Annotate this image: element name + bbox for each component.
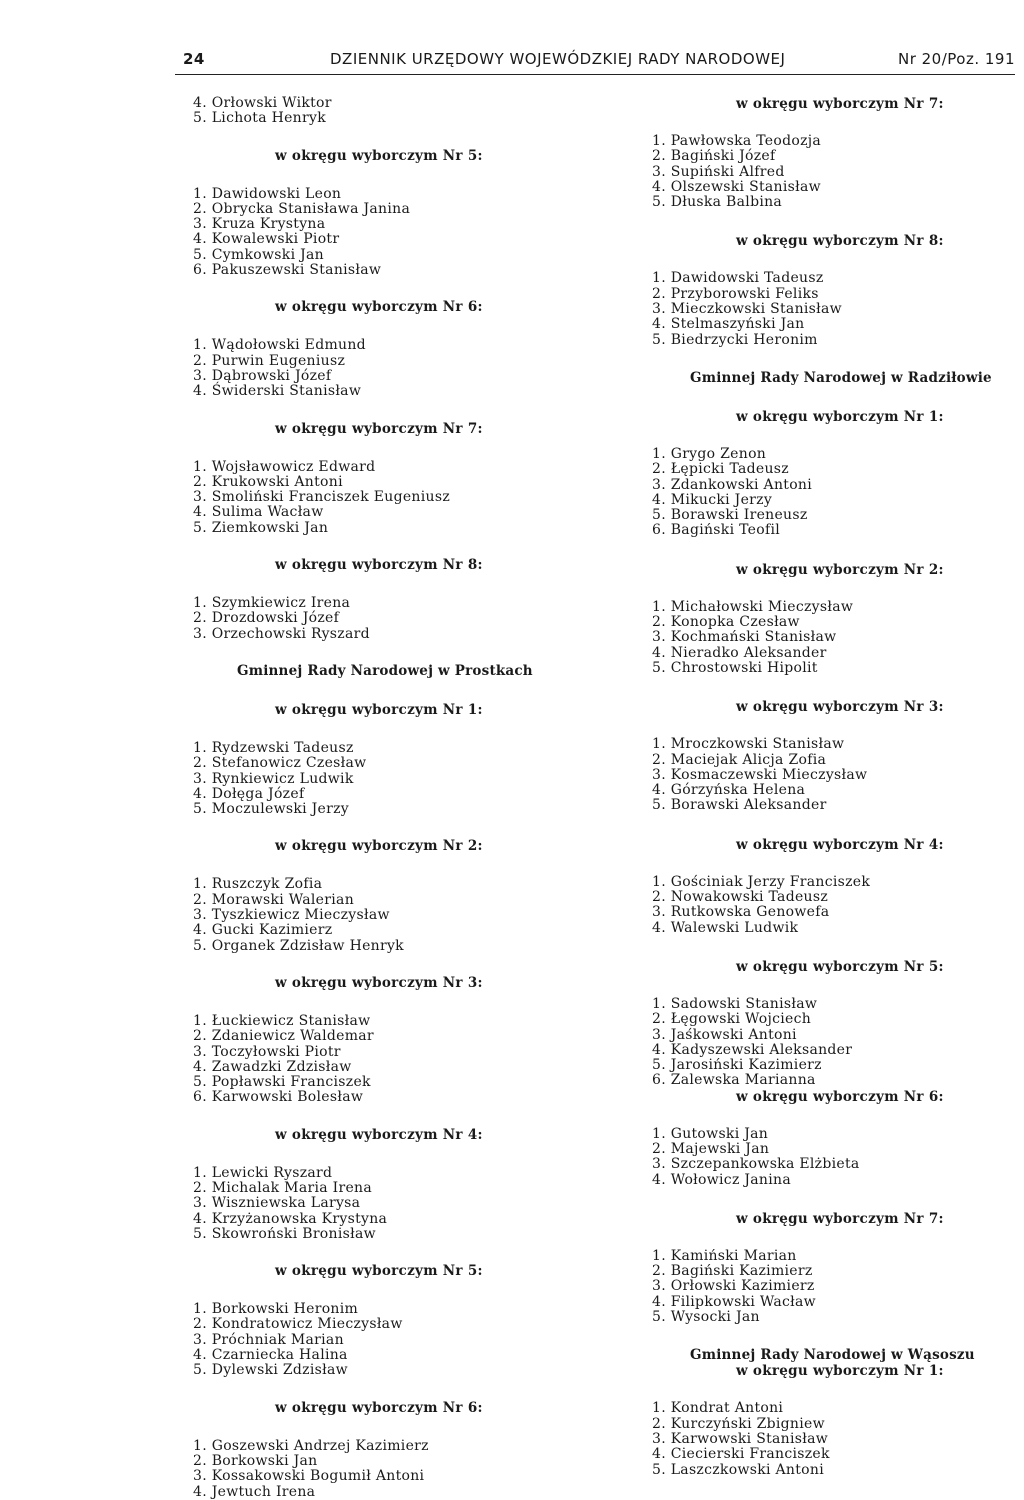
candidate-entry: 1. Gościniak Jerzy Franciszek	[652, 873, 871, 890]
right-column	[652, 96, 992, 1478]
candidate-entry: 6. Karwowski Bolesław	[193, 1089, 364, 1106]
candidate-entry: 4. Walewski Ludwik	[652, 919, 799, 936]
candidate-entry: 3. Tyszkiewicz Mieczysław	[193, 907, 390, 924]
district-heading: w okręgu wyborczym Nr 6:	[736, 1088, 944, 1105]
candidate-entry: 5. Dłuska Balbina	[652, 194, 783, 211]
candidate-entry: 1. Pawłowska Teodozja	[652, 133, 822, 149]
candidate-entry: 3. Jaśkowski Antoni	[652, 1026, 797, 1043]
left-column	[193, 96, 563, 1500]
candidate-entry: 3. Rutkowska Genowefa	[652, 904, 830, 921]
candidate-entry: 4. Stelmaszyński Jan	[652, 316, 805, 333]
candidate-entry: 3. Karwowski Stanisław	[652, 1430, 829, 1447]
candidate-entry: 1. Ruszczyk Zofia	[193, 876, 323, 893]
candidate-entry: 1. Łuckiewicz Stanisław	[193, 1012, 371, 1029]
candidate-list	[193, 96, 563, 127]
candidate-entry: 2. Obrycka Stanisława Janina	[193, 200, 411, 217]
candidate-entry: 2. Przyborowski Feliks	[652, 285, 819, 302]
district-heading: w okręgu wyborczym Nr 2:	[275, 838, 483, 855]
candidate-entry: 4. Mikucki Jerzy	[652, 491, 773, 508]
candidate-entry: 1. Mroczkowski Stanisław	[652, 736, 845, 753]
candidate-entry: 5. Popławski Franciszek	[193, 1074, 371, 1091]
candidate-entry: 3. Orłowski Kazimierz	[652, 1278, 815, 1295]
candidate-entry: 5. Organek Zdzisław Henryk	[193, 937, 404, 954]
candidate-entry: 4. Dołęga Józef	[193, 785, 305, 802]
council-heading: Gminnej Rady Narodowej w Radziłowie	[690, 369, 992, 386]
candidate-entry: 3. Wiszniewska Larysa	[193, 1195, 361, 1212]
candidate-entry: 4. Jewtuch Irena	[193, 1483, 316, 1500]
candidate-entry: 4. Czarniecka Halina	[193, 1347, 348, 1364]
candidate-entry: 5. Moczulewski Jerzy	[193, 801, 350, 818]
council-heading: Gminnej Rady Narodowej w Wąsoszu	[690, 1347, 975, 1364]
candidate-entry: 1. Rydzewski Tadeusz	[193, 739, 354, 756]
candidate-list	[652, 271, 992, 347]
district-heading: w okręgu wyborczym Nr 4:	[736, 836, 944, 853]
district-heading: w okręgu wyborczym Nr 7:	[736, 96, 944, 112]
candidate-list	[193, 1166, 563, 1242]
candidate-list	[652, 447, 992, 539]
district-heading: w okręgu wyborczym Nr 5:	[736, 958, 944, 975]
candidate-entry: 2. Michalak Maria Irena	[193, 1179, 373, 1196]
candidate-list	[652, 600, 992, 676]
candidate-entry: 2. Bagiński Józef	[652, 148, 776, 165]
candidate-entry: 2. Borkowski Jan	[193, 1452, 318, 1469]
candidate-entry: 4. Kadyszewski Aleksander	[652, 1041, 853, 1058]
candidate-entry: 3. Mieczkowski Stanisław	[652, 301, 842, 318]
district-heading: w okręgu wyborczym Nr 5:	[275, 147, 483, 164]
candidate-entry: 4. Zawadzki Zdzisław	[193, 1058, 352, 1075]
candidate-entry: 2. Łęgowski Wojciech	[652, 1011, 812, 1028]
candidate-entry: 2. Majewski Jan	[652, 1140, 770, 1157]
candidate-entry: 5. Ziemkowski Jan	[193, 519, 329, 536]
candidate-entry: 2. Konopka Czesław	[652, 614, 800, 631]
candidate-entry: 5. Skowroński Bronisław	[193, 1225, 376, 1242]
candidate-entry: 3. Smoliński Franciszek Eugeniusz	[193, 489, 450, 506]
candidate-entry: 2. Stefanowicz Czesław	[193, 755, 367, 772]
candidate-list	[193, 877, 563, 953]
candidate-entry: 5. Lichota Henryk	[193, 110, 326, 127]
candidate-entry: 2. Drozdowski Józef	[193, 610, 340, 627]
candidate-entry: 3. Zdankowski Antoni	[652, 476, 813, 493]
candidate-list	[193, 741, 563, 817]
candidate-entry: 5. Borawski Ireneusz	[652, 507, 808, 524]
candidate-entry: 5. Cymkowski Jan	[193, 246, 324, 263]
candidate-entry: 4. Ciecierski Franciszek	[652, 1446, 830, 1463]
candidate-entry: 3. Toczyłowski Piotr	[193, 1043, 341, 1060]
district-heading: w okręgu wyborczym Nr 4:	[275, 1126, 483, 1143]
candidate-entry: 5. Wysocki Jan	[652, 1309, 760, 1326]
candidate-entry: 2. Łępicki Tadeusz	[652, 461, 789, 478]
journal-title: DZIENNIK URZĘDOWY WOJEWÓDZKIEJ RADY NARODOWEJ	[330, 50, 786, 68]
district-heading: w okręgu wyborczym Nr 8:	[275, 557, 483, 574]
candidate-entry: 1. Grygo Zenon	[652, 445, 767, 462]
candidate-entry: 1. Lewicki Ryszard	[193, 1164, 333, 1181]
district-heading: w okręgu wyborczym Nr 6:	[275, 299, 483, 316]
candidate-list	[193, 596, 563, 642]
candidate-entry: 1. Kamiński Marian	[652, 1247, 797, 1264]
candidate-entry: 2. Zdaniewicz Waldemar	[193, 1028, 374, 1045]
candidate-entry: 4. Kowalewski Piotr	[193, 231, 340, 248]
candidate-list	[193, 1302, 563, 1378]
candidate-entry: 1. Wojsławowicz Edward	[193, 458, 376, 475]
candidate-list	[652, 997, 992, 1089]
candidate-entry: 4. Wołowicz Janina	[652, 1171, 791, 1188]
candidate-entry: 4. Olszewski Stanisław	[652, 178, 821, 195]
district-heading: w okręgu wyborczym Nr 1:	[275, 701, 483, 718]
candidate-entry: 5. Dylewski Zdzisław	[193, 1362, 348, 1379]
candidate-list	[652, 737, 992, 813]
candidate-entry: 4. Orłowski Wiktor	[193, 95, 332, 111]
district-heading: w okręgu wyborczym Nr 3:	[275, 974, 483, 991]
page-number: 24	[183, 50, 205, 68]
candidate-entry: 2. Krukowski Antoni	[193, 473, 343, 490]
candidate-entry: 4. Świderski Stanisław	[193, 383, 362, 400]
candidate-entry: 3. Kochmański Stanisław	[652, 629, 837, 646]
candidate-entry: 4. Filipkowski Wacław	[652, 1293, 816, 1310]
district-heading: w okręgu wyborczym Nr 7:	[736, 1210, 944, 1227]
candidate-entry: 2. Morawski Walerian	[193, 891, 355, 908]
candidate-entry: 1. Michałowski Mieczysław	[652, 598, 854, 615]
candidate-entry: 6. Bagiński Teofil	[652, 522, 780, 539]
issue-reference: Nr 20/Poz. 191	[897, 50, 1015, 68]
district-heading: w okręgu wyborczym Nr 5:	[275, 1263, 483, 1280]
candidate-entry: 3. Szczepankowska Elżbieta	[652, 1156, 860, 1173]
district-heading: w okręgu wyborczym Nr 6:	[275, 1399, 483, 1416]
candidate-list	[652, 1127, 992, 1188]
candidate-entry: 1. Dawidowski Leon	[193, 185, 342, 202]
candidate-entry: 4. Górzyńska Helena	[652, 782, 806, 799]
candidate-entry: 1. Wądołowski Edmund	[193, 337, 366, 354]
candidate-list	[193, 1439, 563, 1500]
page-header	[175, 48, 1015, 75]
candidate-entry: 3. Kosmaczewski Mieczysław	[652, 766, 868, 783]
candidate-entry: 5. Laszczkowski Antoni	[652, 1461, 824, 1478]
candidate-list	[193, 1014, 563, 1106]
candidate-entry: 3. Kossakowski Bogumił Antoni	[193, 1468, 425, 1485]
candidate-entry: 4. Krzyżanowska Krystyna	[193, 1210, 388, 1227]
candidate-list	[652, 1401, 992, 1477]
district-heading: w okręgu wyborczym Nr 1:	[736, 1363, 944, 1380]
candidate-list	[193, 187, 563, 279]
candidate-entry: 6. Pakuszewski Stanisław	[193, 262, 382, 279]
district-heading: w okręgu wyborczym Nr 7:	[275, 420, 483, 437]
candidate-entry: 1. Borkowski Heronim	[193, 1301, 359, 1318]
candidate-entry: 2. Purwin Eugeniusz	[193, 352, 346, 369]
candidate-entry: 3. Rynkiewicz Ludwik	[193, 770, 354, 787]
candidate-entry: 1. Goszewski Andrzej Kazimierz	[193, 1437, 429, 1454]
candidate-entry: 6. Zalewska Marianna	[652, 1072, 816, 1089]
candidate-entry: 4. Gucki Kazimierz	[193, 922, 333, 939]
candidate-entry: 1. Szymkiewicz Irena	[193, 595, 351, 612]
candidate-list	[652, 134, 992, 210]
candidate-entry: 4. Sulima Wacław	[193, 504, 324, 521]
candidate-list	[652, 875, 992, 936]
candidate-entry: 4. Nieradko Aleksander	[652, 644, 827, 661]
candidate-entry: 2. Maciejak Alicja Zofia	[652, 751, 827, 768]
district-heading: w okręgu wyborczym Nr 1:	[736, 408, 944, 425]
council-heading: Gminnej Rady Narodowej w Prostkach	[237, 662, 533, 679]
candidate-entry: 5. Biedrzycki Heronim	[652, 331, 818, 348]
district-heading: w okręgu wyborczym Nr 8:	[736, 233, 944, 250]
candidate-entry: 3. Dąbrowski Józef	[193, 367, 332, 384]
candidate-entry: 5. Borawski Aleksander	[652, 797, 827, 814]
candidate-entry: 3. Orzechowski Ryszard	[193, 625, 370, 642]
candidate-list	[193, 460, 563, 536]
candidate-entry: 1. Gutowski Jan	[652, 1125, 769, 1142]
candidate-entry: 2. Kondratowicz Mieczysław	[193, 1316, 403, 1333]
candidate-entry: 2. Kurczyński Zbigniew	[652, 1415, 825, 1432]
candidate-entry: 1. Sadowski Stanisław	[652, 995, 818, 1012]
candidate-list	[652, 1249, 992, 1325]
candidate-entry: 2. Nowakowski Tadeusz	[652, 889, 829, 906]
candidate-list	[193, 338, 563, 399]
candidate-entry: 3. Kruza Krystyna	[193, 216, 326, 233]
candidate-entry: 1. Dawidowski Tadeusz	[652, 270, 824, 287]
candidate-entry: 3. Supiński Alfred	[652, 163, 785, 180]
district-heading: w okręgu wyborczym Nr 2:	[736, 561, 944, 578]
candidate-entry: 1. Kondrat Antoni	[652, 1400, 784, 1417]
candidate-entry: 5. Chrostowski Hipolit	[652, 659, 818, 676]
district-heading: w okręgu wyborczym Nr 3:	[736, 699, 944, 716]
candidate-entry: 2. Bagiński Kazimierz	[652, 1263, 813, 1280]
candidate-entry: 5. Jarosiński Kazimierz	[652, 1057, 822, 1074]
candidate-entry: 3. Próchniak Marian	[193, 1331, 344, 1348]
